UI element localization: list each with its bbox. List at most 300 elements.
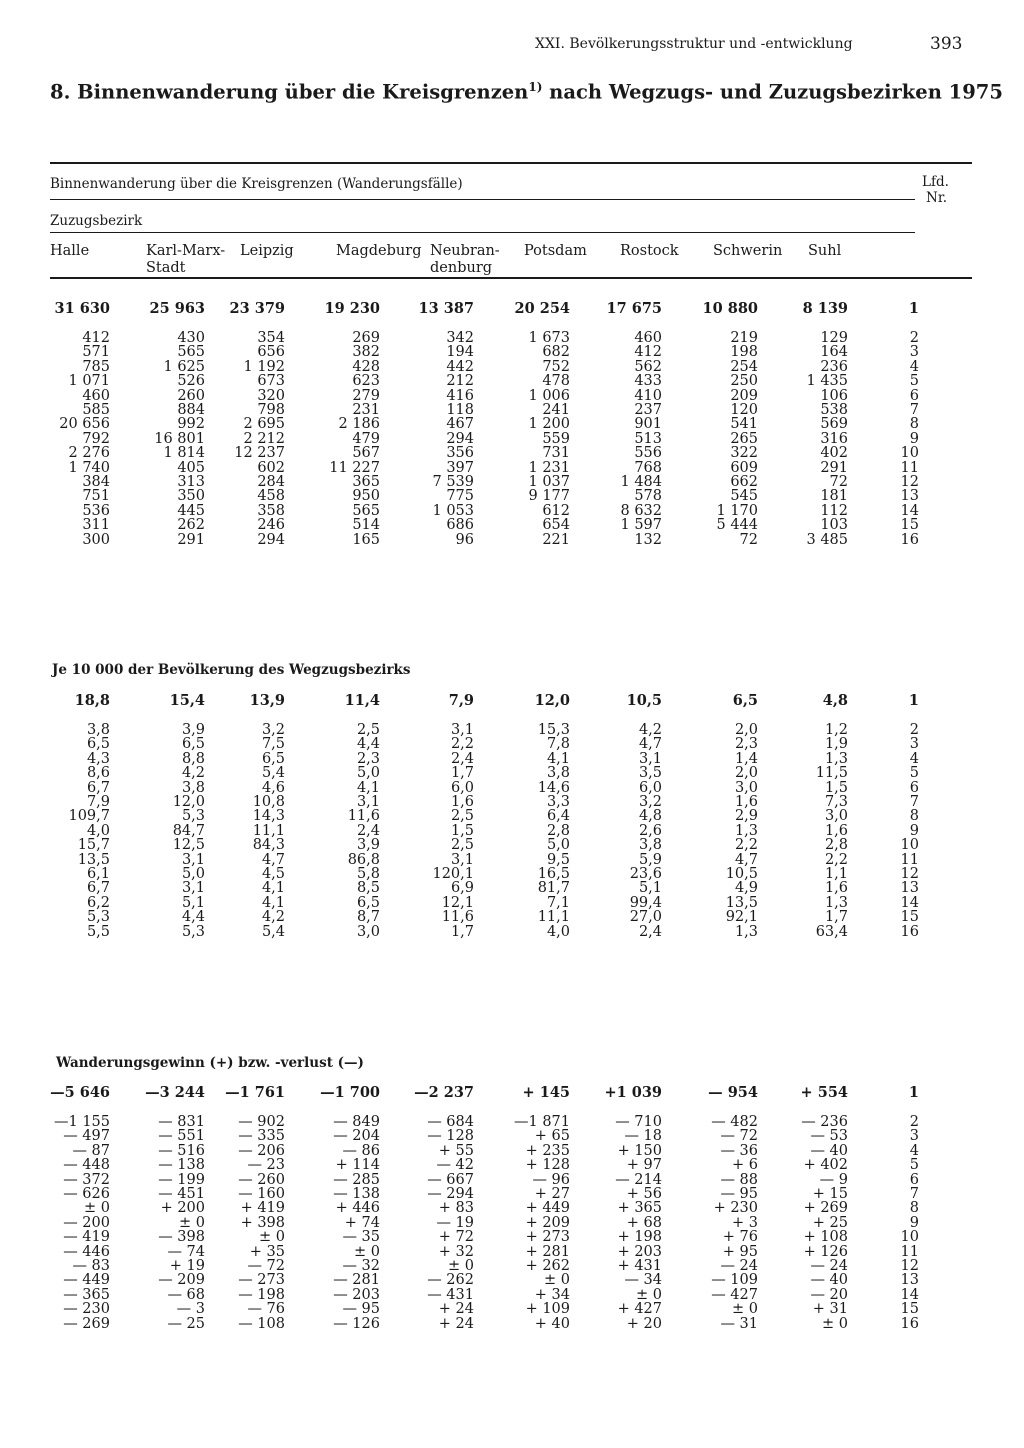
- table-cell: 1 006: [528, 387, 570, 404]
- row-number: 5: [909, 373, 919, 390]
- table-cell: — 24: [720, 1258, 758, 1274]
- table-cell: 2,4: [450, 750, 474, 767]
- row-number: 7: [909, 794, 919, 810]
- table-cell: 194: [446, 344, 474, 361]
- table-cell: 209: [730, 387, 758, 404]
- table-cell: 72: [829, 474, 848, 490]
- table-cell: 2,5: [450, 808, 474, 825]
- table-cell: 428: [352, 358, 380, 375]
- column-header: [50, 243, 89, 260]
- table-cell: — 138: [158, 1157, 205, 1174]
- table-cell: 13 387: [418, 300, 474, 317]
- table-cell: 11,4: [344, 692, 380, 709]
- table-cell: 4,4: [356, 736, 380, 753]
- table-cell: + 449: [525, 1200, 570, 1217]
- table-cell: 992: [177, 416, 205, 433]
- table-cell: + 365: [617, 1200, 662, 1217]
- table-cell: 513: [634, 430, 662, 447]
- table-cell: + 269: [803, 1200, 848, 1217]
- page-number: 393: [930, 34, 963, 54]
- table-cell: 4,3: [86, 750, 110, 767]
- section-label-rate: Je 10 000 der Bevölkerung des Wegzugsbezirks: [52, 662, 411, 678]
- table-cell: 86,8: [347, 851, 380, 868]
- table-cell: + 235: [525, 1142, 570, 1159]
- table-cell: — 482: [711, 1114, 758, 1130]
- table-cell: 18,8: [74, 692, 110, 709]
- table-cell: 262: [177, 517, 205, 534]
- table-cell: — 96: [532, 1171, 570, 1188]
- table-cell: 3,8: [546, 765, 570, 782]
- table-cell: — 516: [158, 1142, 205, 1159]
- table-cell: 569: [820, 416, 848, 433]
- table-cell: 1 484: [620, 474, 662, 490]
- table-cell: 6,7: [86, 880, 110, 897]
- table-cell: 4,9: [734, 880, 758, 897]
- table-cell: + 281: [525, 1243, 570, 1260]
- table-cell: 442: [446, 358, 474, 375]
- table-cell: + 431: [617, 1258, 662, 1274]
- table-cell: 2,2: [450, 736, 474, 753]
- table-cell: + 200: [160, 1200, 205, 1217]
- table-cell: — 40: [810, 1272, 848, 1289]
- table-cell: 219: [730, 330, 758, 346]
- table-cell: 1 597: [620, 517, 662, 534]
- table-cell: + 40: [534, 1315, 570, 1332]
- table-cell: 565: [352, 502, 380, 519]
- table-cell: 6,7: [86, 779, 110, 796]
- table-cell: —5 646: [50, 1084, 110, 1101]
- table-cell: 350: [177, 488, 205, 505]
- table-cell: 1 037: [528, 474, 570, 490]
- table-cell: 5,8: [356, 866, 380, 882]
- row-number: 7: [909, 402, 919, 418]
- row-number: 10: [900, 837, 919, 854]
- table-cell: 291: [820, 459, 848, 476]
- table-cell: — 281: [333, 1272, 380, 1289]
- column-header: [620, 243, 679, 260]
- row-number: 16: [900, 531, 919, 548]
- table-cell: —1 155: [53, 1114, 110, 1130]
- table-cell: + 34: [534, 1286, 570, 1303]
- row-number: 8: [909, 808, 919, 825]
- column-header: [146, 243, 225, 277]
- table-cell: 1 200: [528, 416, 570, 433]
- table-cell: — 419: [63, 1229, 110, 1246]
- row-number: 2: [909, 1114, 919, 1130]
- table-cell: + 6: [732, 1157, 758, 1174]
- table-cell: + 56: [626, 1186, 662, 1202]
- table-cell: — 209: [158, 1272, 205, 1289]
- row-number: 15: [900, 1301, 919, 1318]
- table-cell: 612: [542, 502, 570, 519]
- table-cell: + 398: [240, 1214, 285, 1231]
- table-cell: 212: [446, 373, 474, 390]
- table-cell: 2,6: [638, 822, 662, 839]
- table-cell: — 128: [427, 1128, 474, 1145]
- table-cell: 8 632: [620, 502, 662, 519]
- table-cell: — 32: [342, 1258, 380, 1274]
- table-cell: + 209: [525, 1214, 570, 1231]
- table-cell: 10 880: [702, 300, 758, 317]
- table-cell: 1,3: [734, 822, 758, 839]
- table-cell: 6,1: [86, 866, 110, 882]
- table-cell: 545: [730, 488, 758, 505]
- table-cell: 5,0: [546, 837, 570, 854]
- page-title: [50, 80, 1003, 104]
- table-cell: 12 237: [234, 445, 285, 462]
- column-header-line1: Neubran-: [430, 243, 500, 259]
- table-cell: 3,1: [181, 851, 205, 868]
- table-cell: — 87: [72, 1142, 110, 1159]
- table-cell: 4,2: [638, 722, 662, 738]
- table-cell: 2,3: [734, 736, 758, 753]
- row-number: 4: [909, 750, 919, 767]
- table-cell: 20 254: [514, 300, 570, 317]
- table-cell: 5,4: [261, 765, 285, 782]
- row-number: 5: [909, 1157, 919, 1174]
- table-cell: 120,1: [432, 866, 474, 882]
- table-cell: 13,5: [725, 894, 758, 911]
- table-cell: 7,3: [824, 794, 848, 810]
- table-cell: 1,6: [734, 794, 758, 810]
- table-cell: 3 485: [806, 531, 848, 548]
- table-cell: + 198: [617, 1229, 662, 1246]
- table-cell: 9 177: [528, 488, 570, 505]
- table-cell: 132: [634, 531, 662, 548]
- table-cell: — 138: [333, 1186, 380, 1202]
- table-cell: + 72: [438, 1229, 474, 1246]
- table-cell: 2 212: [243, 430, 285, 447]
- column-header: [713, 243, 782, 260]
- table-cell: — 24: [810, 1258, 848, 1274]
- table-cell: 198: [730, 344, 758, 361]
- table-cell: 585: [82, 402, 110, 418]
- column-header-line1: Suhl: [808, 243, 842, 259]
- table-cell: 99,4: [629, 894, 662, 911]
- section-header: XXI. Bevölkerungsstruktur und -entwicklung: [535, 36, 853, 52]
- table-cell: — 902: [238, 1114, 285, 1130]
- table-cell: 430: [177, 330, 205, 346]
- column-header: [336, 243, 421, 260]
- table-cell: — 398: [158, 1229, 205, 1246]
- table-cell: 11,1: [537, 909, 570, 926]
- row-number: 15: [900, 909, 919, 926]
- table-cell: + 114: [335, 1157, 380, 1174]
- table-cell: 4,1: [261, 880, 285, 897]
- table-cell: 578: [634, 488, 662, 505]
- table-cell: ± 0: [179, 1214, 205, 1231]
- table-cell: 354: [257, 330, 285, 346]
- table-cell: 13,5: [77, 851, 110, 868]
- row-number: 4: [909, 358, 919, 375]
- table-cell: 751: [82, 488, 110, 505]
- table-cell: 798: [257, 402, 285, 418]
- table-cell: — 831: [158, 1114, 205, 1130]
- table-cell: — 200: [63, 1214, 110, 1231]
- row-number: 10: [900, 1229, 919, 1246]
- table-cell: + 15: [812, 1186, 848, 1202]
- table-cell: 72: [739, 531, 758, 548]
- row-number: 7: [909, 1186, 919, 1202]
- table-cell: — 86: [342, 1142, 380, 1159]
- column-header: [524, 243, 587, 260]
- table-cell: — 42: [436, 1157, 474, 1174]
- row-number: 12: [900, 866, 919, 882]
- table-cell: — 262: [427, 1272, 474, 1289]
- table-cell: 13,9: [249, 692, 285, 709]
- row-number: 14: [900, 894, 919, 911]
- table-cell: — 18: [624, 1128, 662, 1145]
- table-cell: 129: [820, 330, 848, 346]
- table-cell: — 72: [247, 1258, 285, 1274]
- table-cell: 279: [352, 387, 380, 404]
- table-cell: 8,6: [86, 765, 110, 782]
- table-cell: 269: [352, 330, 380, 346]
- table-cell: 1,9: [824, 736, 848, 753]
- table-cell: 416: [446, 387, 474, 404]
- table-cell: 1,4: [734, 750, 758, 767]
- table-cell: 4,0: [546, 923, 570, 940]
- table-cell: 1 435: [806, 373, 848, 390]
- table-cell: 2,4: [638, 923, 662, 940]
- table-cell: 6,5: [356, 894, 380, 911]
- table-cell: 109,7: [68, 808, 110, 825]
- table-cell: 479: [352, 430, 380, 447]
- table-cell: — 88: [720, 1171, 758, 1188]
- table-cell: 221: [542, 531, 570, 548]
- table-cell: 6,5: [261, 750, 285, 767]
- table-cell: 526: [177, 373, 205, 390]
- table-cell: 63,4: [815, 923, 848, 940]
- table-cell: 609: [730, 459, 758, 476]
- row-number: 13: [900, 488, 919, 505]
- row-number: 3: [909, 736, 919, 753]
- table-cell: 265: [730, 430, 758, 447]
- table-cell: ± 0: [448, 1258, 474, 1274]
- table-cell: + 24: [438, 1301, 474, 1318]
- row-number: 14: [900, 1286, 919, 1303]
- table-cell: 1,1: [824, 866, 848, 882]
- table-cell: 96: [455, 531, 474, 548]
- table-cell: 311: [82, 517, 110, 534]
- row-number: 9: [909, 430, 919, 447]
- table-cell: 15,3: [537, 722, 570, 738]
- table-cell: 358: [257, 502, 285, 519]
- table-cell: — 214: [615, 1171, 662, 1188]
- table-cell: 4,1: [356, 779, 380, 796]
- table-cell: 118: [446, 402, 474, 418]
- table-cell: 5,9: [638, 851, 662, 868]
- table-cell: 562: [634, 358, 662, 375]
- row-number: 10: [900, 445, 919, 462]
- row-number: 11: [900, 851, 919, 868]
- table-cell: — 203: [333, 1286, 380, 1303]
- table-cell: 6,5: [181, 736, 205, 753]
- row-number: 1: [908, 1084, 919, 1101]
- table-cell: 785: [82, 358, 110, 375]
- table-cell: 1,5: [824, 779, 848, 796]
- column-header: [240, 243, 294, 260]
- table-cell: — 372: [63, 1171, 110, 1188]
- table-cell: 84,7: [172, 822, 205, 839]
- column-header-line2: Stadt: [146, 260, 186, 276]
- table-cell: — 199: [158, 1171, 205, 1188]
- table-cell: — 20: [810, 1286, 848, 1303]
- table-cell: 8 139: [802, 300, 848, 317]
- table-cell: 6,0: [450, 779, 474, 796]
- table-cell: + 32: [438, 1243, 474, 1260]
- table-cell: 654: [542, 517, 570, 534]
- header-label: Binnenwanderung über die Kreisgrenzen (Wanderungsfälle): [50, 176, 463, 192]
- table-cell: 231: [352, 402, 380, 418]
- table-cell: 2,2: [824, 851, 848, 868]
- title-footnote-mark: 1): [528, 80, 543, 94]
- table-cell: 11,1: [252, 822, 285, 839]
- table-cell: 8,5: [356, 880, 380, 897]
- table-cell: 10,5: [725, 866, 758, 882]
- table-cell: 901: [634, 416, 662, 433]
- table-cell: 2 695: [243, 416, 285, 433]
- table-cell: — 25: [167, 1315, 205, 1332]
- lfd-nr-label-2: Nr.: [926, 190, 948, 206]
- table-cell: —3 244: [145, 1084, 205, 1101]
- table-cell: 2,0: [734, 722, 758, 738]
- table-cell: 12,0: [534, 692, 570, 709]
- table-cell: + 65: [534, 1128, 570, 1145]
- table-cell: 342: [446, 330, 474, 346]
- table-cell: 4,1: [546, 750, 570, 767]
- table-cell: + 74: [344, 1214, 380, 1231]
- table-cell: 6,5: [732, 692, 758, 709]
- row-number: 13: [900, 1272, 919, 1289]
- table-cell: + 19: [169, 1258, 205, 1274]
- table-cell: 7,9: [86, 794, 110, 810]
- table-cell: 4,2: [181, 765, 205, 782]
- table-cell: 2,3: [356, 750, 380, 767]
- table-cell: — 206: [238, 1142, 285, 1159]
- table-cell: 10,5: [626, 692, 662, 709]
- table-cell: — 9: [819, 1171, 848, 1188]
- table-cell: 300: [82, 531, 110, 548]
- row-number: 2: [909, 330, 919, 346]
- table-cell: 237: [634, 402, 662, 418]
- table-cell: — 497: [63, 1128, 110, 1145]
- table-cell: 165: [352, 531, 380, 548]
- table-cell: 8,7: [356, 909, 380, 926]
- row-number: 1: [908, 692, 919, 709]
- table-cell: 2,4: [356, 822, 380, 839]
- table-cell: 565: [177, 344, 205, 361]
- table-cell: — 365: [63, 1286, 110, 1303]
- table-cell: — 626: [63, 1186, 110, 1202]
- table-cell: 4,8: [638, 808, 662, 825]
- row-number: 9: [909, 1214, 919, 1231]
- table-cell: 5,3: [181, 808, 205, 825]
- table-cell: 27,0: [629, 909, 662, 926]
- table-cell: 559: [542, 430, 570, 447]
- table-cell: 112: [820, 502, 848, 519]
- table-cell: 1,2: [824, 722, 848, 738]
- table-cell: 623: [352, 373, 380, 390]
- table-cell: 25 963: [149, 300, 205, 317]
- table-cell: 320: [257, 387, 285, 404]
- column-header-line1: Leipzig: [240, 243, 294, 259]
- table-cell: — 294: [427, 1186, 474, 1202]
- table-cell: + 20: [626, 1315, 662, 1332]
- table-cell: 5,5: [86, 923, 110, 940]
- table-cell: — 285: [333, 1171, 380, 1188]
- table-cell: 792: [82, 430, 110, 447]
- table-cell: — 31: [720, 1315, 758, 1332]
- table-cell: 313: [177, 474, 205, 490]
- table-cell: 1 192: [243, 358, 285, 375]
- table-cell: ± 0: [544, 1272, 570, 1289]
- table-cell: + 25: [812, 1214, 848, 1231]
- table-cell: 14,3: [252, 808, 285, 825]
- table-cell: 1 673: [528, 330, 570, 346]
- table-cell: + 31: [812, 1301, 848, 1318]
- table-cell: 460: [82, 387, 110, 404]
- table-cell: 2,2: [734, 837, 758, 854]
- table-cell: 294: [446, 430, 474, 447]
- column-header-line2: denburg: [430, 260, 493, 276]
- column-header: [808, 243, 841, 260]
- table-cell: 11,6: [347, 808, 380, 825]
- table-cell: — 19: [436, 1214, 474, 1231]
- table-cell: 81,7: [537, 880, 570, 897]
- table-cell: 1 814: [163, 445, 205, 462]
- table-cell: 467: [446, 416, 474, 433]
- table-cell: 23 379: [229, 300, 285, 317]
- table-cell: 3,8: [638, 837, 662, 854]
- table-cell: — 53: [810, 1128, 848, 1145]
- table-cell: 3,1: [450, 851, 474, 868]
- table-cell: 241: [542, 402, 570, 418]
- table-cell: 950: [352, 488, 380, 505]
- table-cell: — 335: [238, 1128, 285, 1145]
- column-header-line1: Potsdam: [524, 243, 587, 259]
- table-cell: 16,5: [537, 866, 570, 882]
- table-cell: 6,5: [86, 736, 110, 753]
- table-cell: 23,6: [629, 866, 662, 882]
- table-cell: 402: [820, 445, 848, 462]
- table-cell: + 262: [525, 1258, 570, 1274]
- table-cell: 3,2: [261, 722, 285, 738]
- table-cell: —1 871: [513, 1114, 570, 1130]
- row-number: 11: [900, 459, 919, 476]
- table-cell: 3,9: [356, 837, 380, 854]
- table-cell: 686: [446, 517, 474, 534]
- table-cell: — 849: [333, 1114, 380, 1130]
- table-cell: 3,0: [356, 923, 380, 940]
- table-cell: 294: [257, 531, 285, 548]
- table-cell: — 710: [615, 1114, 662, 1130]
- table-cell: 571: [82, 344, 110, 361]
- table-cell: 4,6: [261, 779, 285, 796]
- row-number: 14: [900, 502, 919, 519]
- table-cell: 460: [634, 330, 662, 346]
- row-number: 3: [909, 344, 919, 361]
- table-cell: 3,0: [734, 779, 758, 796]
- row-number: 12: [900, 1258, 919, 1274]
- table-cell: + 554: [800, 1084, 848, 1101]
- table-cell: + 273: [525, 1229, 570, 1246]
- table-cell: 410: [634, 387, 662, 404]
- table-cell: 1,7: [824, 909, 848, 926]
- table-cell: 4,4: [181, 909, 205, 926]
- table-cell: 2,5: [356, 722, 380, 738]
- table-cell: 106: [820, 387, 848, 404]
